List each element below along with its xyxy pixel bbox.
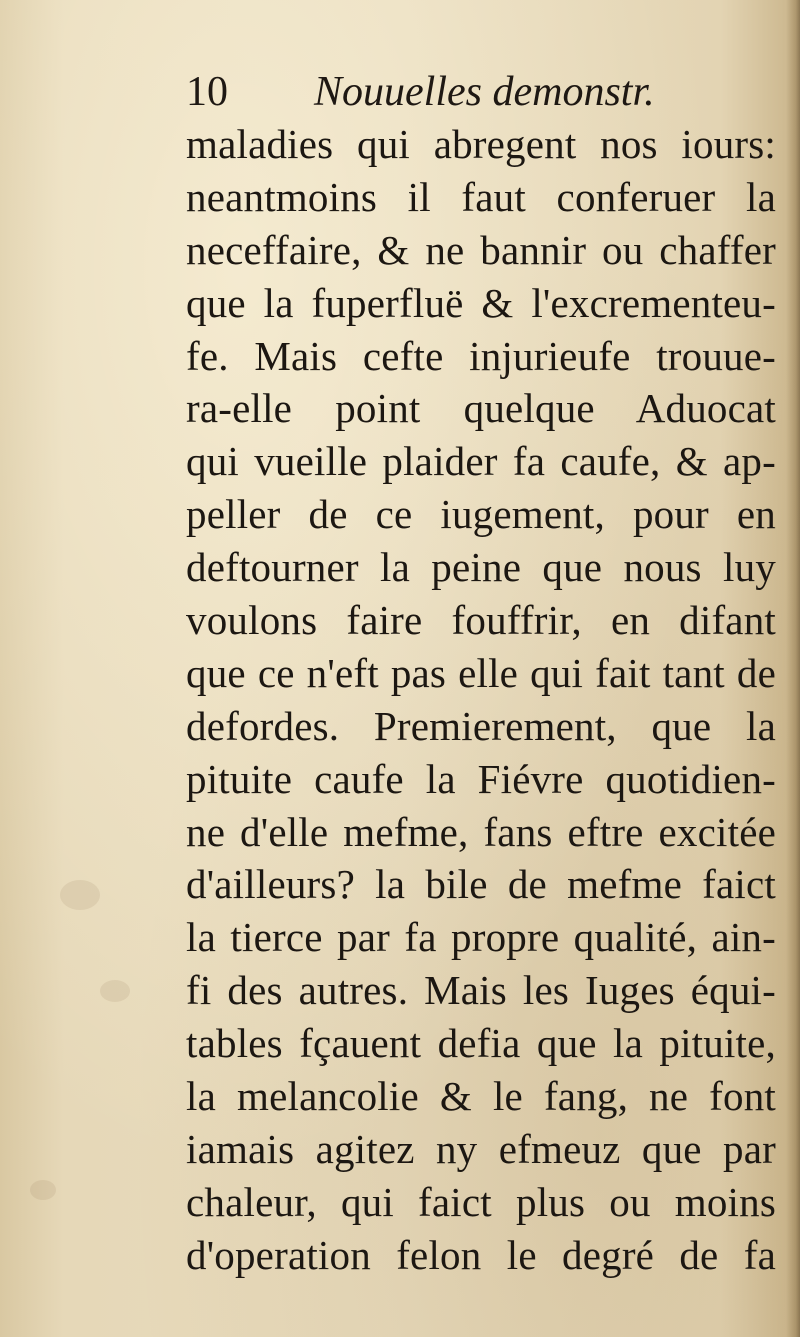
text-line: pituite caufe la Fiévre quotidien- [186,755,776,802]
paper-stain [30,1180,56,1200]
body-text [186,118,776,1282]
text-line: deftourner la peine que nous luy [186,544,776,591]
text-line: fi des autres. Mais les Iuges équi- [186,967,776,1014]
text-line: qui vueille plaider fa caufe, & ap- [186,438,776,485]
text-line: la melancolie & le fang, ne font [186,1073,776,1120]
text-line: que la fuperfluë & l'excrementeu- [186,279,776,326]
text-line: peller de ce iugement, pour en [186,491,776,538]
text-line: la tierce par fa propre qualité, ain- [186,914,776,961]
text-line: d'operation felon le degré de fa [186,1231,776,1278]
page-header [186,68,766,118]
page-edge-shadow [786,0,800,1337]
text-line: neantmoins il faut conferuer la [186,173,776,220]
text-line: iamais agitez ny efmeuz que par [186,1125,776,1172]
text-line: neceffaire, & ne bannir ou chaffer [186,226,776,273]
text-line: maladies qui abregent nos iours: [186,121,776,167]
text-line: d'ailleurs? la bile de mefme faict [186,861,776,908]
page-number: 10 [186,69,228,115]
paper-stain [60,880,100,910]
text-line: chaleur, qui faict plus ou moins [186,1178,776,1225]
text-line: ne d'elle mefme, fans eftre excitée [186,808,776,855]
text-line: que ce n'eft pas elle qui fait tant de [186,649,776,696]
text-line: defordes. Premierement, que la [186,702,776,749]
text-line: fe. Mais cefte injurieufe trouue- [186,332,776,379]
text-line: voulons faire fouffrir, en difant [186,597,776,644]
text-line: tables fçauent defia que la pituite, [186,1020,776,1067]
running-head: Nouuelles demonstr. [314,69,655,115]
paper-stain [100,980,130,1002]
text-line: ra-elle point quelque Aduocat [186,385,776,432]
